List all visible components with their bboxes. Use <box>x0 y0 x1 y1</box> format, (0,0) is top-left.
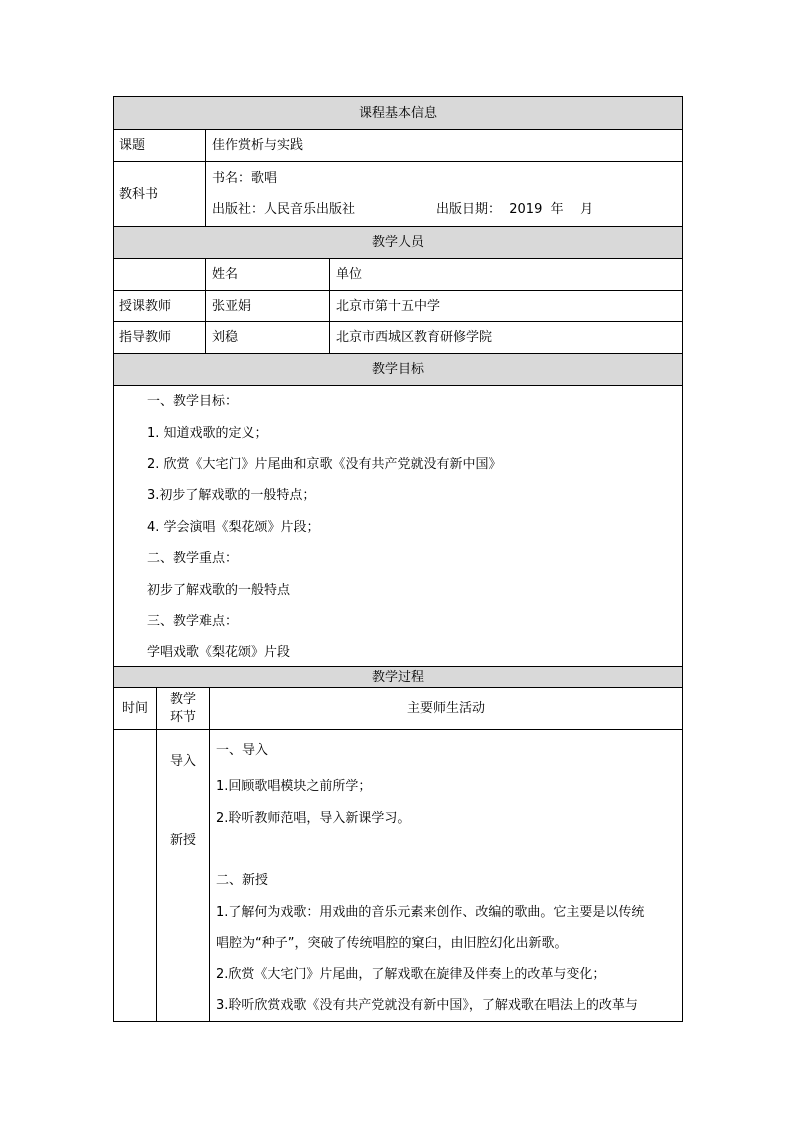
textbook-label: 教科书 <box>114 162 206 227</box>
topic-value: 佳作赏析与实践 <box>206 130 683 162</box>
publisher-row <box>206 194 682 225</box>
table-row <box>114 291 683 322</box>
staff-name: 刘稳 <box>206 322 330 354</box>
staff-unit: 北京市西城区教育研修学院 <box>330 322 683 354</box>
goals-line: 3.初步了解戏歌的一般特点； <box>147 488 316 504</box>
process-header: 教学过程 <box>114 667 683 688</box>
table-row <box>114 322 683 354</box>
staff-name: 张亚娟 <box>206 291 330 322</box>
col-section-header: 教学环节 <box>157 688 210 730</box>
topic-label: 课题 <box>114 130 206 162</box>
col-unit-header: 单位 <box>330 259 683 291</box>
goals-line: 一、教学目标： <box>147 394 239 410</box>
activity-line: 3.聆听欣赏戏歌《没有共产党就没有新中国》，了解戏歌在唱法上的改革与 <box>216 997 638 1013</box>
activity-line: 二、新授 <box>216 872 269 888</box>
book-name: 书名：歌唱 <box>212 171 278 186</box>
staff-role: 授课教师 <box>114 291 206 322</box>
goals-line: 二、教学重点： <box>147 551 239 567</box>
section-cell <box>157 730 210 1022</box>
course-info-table <box>113 96 683 670</box>
activity-line: 2.欣赏《大宅门》片尾曲，了解戏歌在旋律及伴奏上的改革与变化； <box>216 966 606 982</box>
staff-header: 教学人员 <box>114 227 683 259</box>
activity-line: 1.回顾歌唱模块之前所学； <box>216 778 372 794</box>
activity-line: 1.了解何为戏歌：用戏曲的音乐元素来创作、改编的歌曲。它主要是以传统 <box>216 904 645 920</box>
time-cell <box>114 730 157 1022</box>
goals-line: 1. 知道戏歌的定义； <box>147 425 268 441</box>
activity-line: 唱腔为“种子”，突破了传统唱腔的窠臼，由旧腔幻化出新歌。 <box>216 935 568 951</box>
process-table <box>113 666 683 1022</box>
staff-unit: 北京市第十五中学 <box>330 291 683 322</box>
publisher: 出版社：人民音乐出版社 <box>212 202 356 217</box>
goals-line: 学唱戏歌《梨花颂》片段 <box>147 645 291 661</box>
activity-cell <box>210 730 683 1022</box>
col-time-header: 时间 <box>114 688 157 730</box>
goals-line: 三、教学难点： <box>147 613 239 629</box>
col-activity-header: 主要师生活动 <box>210 688 683 730</box>
goals-line: 2. 欣赏《大宅门》片尾曲和京歌《没有共产党就没有新中国》 <box>147 456 502 472</box>
goals-line: 4. 学会演唱《梨花颂》片段； <box>147 519 320 535</box>
textbook-info <box>206 162 683 227</box>
col-name-header: 姓名 <box>206 259 330 291</box>
staff-role: 指导教师 <box>114 322 206 354</box>
staff-blank-cell <box>114 259 206 291</box>
goals-header: 教学目标 <box>114 354 683 386</box>
publish-date: 出版日期： 2019 年 月 <box>436 202 594 217</box>
basic-info-header: 课程基本信息 <box>114 97 683 130</box>
goals-line: 初步了解戏歌的一般特点 <box>147 582 291 598</box>
section-new: 新授 <box>169 832 196 848</box>
activity-line: 一、导入 <box>216 742 269 758</box>
section-intro: 导入 <box>169 754 196 769</box>
goals-content <box>114 386 683 670</box>
activity-line: 2.聆听教师范唱，导入新课学习。 <box>216 810 411 826</box>
